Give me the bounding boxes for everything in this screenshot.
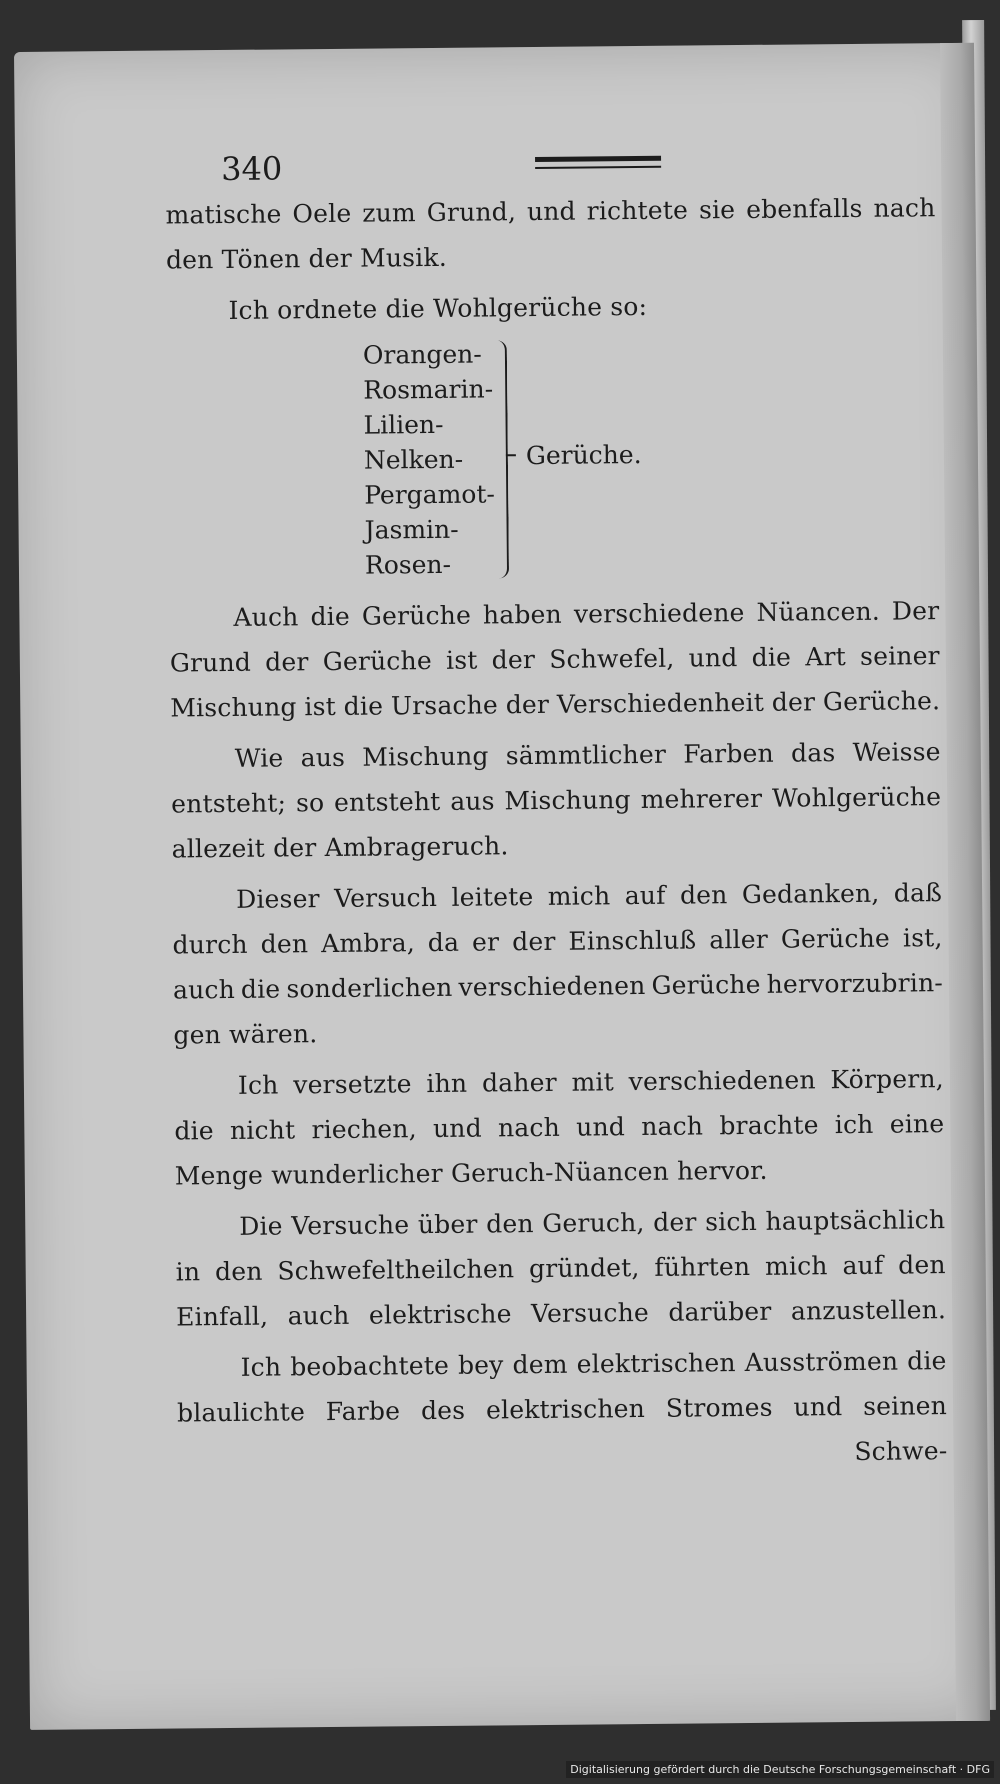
text-line [174,1056,944,1108]
word: Musik. [359,242,448,273]
text-line [169,588,939,640]
word: zum [362,198,417,228]
word: und [526,196,576,227]
word: nach [497,1112,561,1143]
text-line [173,1005,943,1057]
text-line [175,1146,945,1198]
scent-list [363,332,939,587]
page-text [165,125,948,1480]
word: den [898,1250,946,1280]
word: und [793,1392,843,1422]
word: Oele [292,198,352,229]
word: Verschiedenheit [556,687,765,719]
text-line [171,729,941,781]
word: wären. [228,1019,318,1049]
text-line [171,774,941,826]
text-line [176,1338,946,1390]
word: Mischung [504,785,631,816]
word: der [512,926,556,957]
word: entsteht [333,786,441,817]
word: so [295,788,325,818]
word: aller [709,924,769,955]
word: sämmtlicher [505,739,667,771]
word: die [343,691,384,721]
word: Schwefeltheilchen [277,1254,515,1286]
word: nach [873,193,936,223]
word: Schwefel, [549,643,675,674]
word: Ambrageruch. [324,831,509,863]
word: und [688,643,738,673]
word: auf [624,880,666,911]
text-line [174,1101,944,1153]
word: Menge [174,1160,264,1191]
word: allezeit [171,833,266,864]
word: die [751,642,792,672]
word: riechen, [311,1114,417,1145]
word: Versuche [291,1210,410,1241]
word: Nüancen. [756,596,881,627]
word: beobachtete [290,1350,450,1382]
text-line [165,185,935,237]
word: verschiedenen [458,970,646,1002]
word: den [679,880,728,910]
list-item: Nelken- [363,444,464,475]
word: in [175,1257,201,1287]
word: ihn [426,1068,468,1099]
word: dem [512,1349,568,1380]
word: der [308,243,353,274]
text-line [173,960,943,1012]
word: Einschluß [568,925,697,956]
word: die [240,974,281,1004]
word: die [907,1346,947,1376]
catchword: Schwe- [854,1436,948,1466]
word: Grund [169,647,252,678]
text-line [171,819,941,871]
word: brachte [719,1110,819,1141]
list-item: Rosen- [364,549,452,580]
word: auch [287,1300,350,1331]
word: Stromes [665,1392,773,1423]
word: den [165,245,214,275]
paragraph [169,588,940,730]
word: Versuch [334,882,438,913]
word: der [491,645,536,675]
word: mich [547,881,611,911]
text-line [170,678,940,730]
word: sie [698,195,736,225]
word: Gerüche [780,923,891,954]
word: sich [705,1206,758,1237]
word: Grund, [426,197,517,228]
word: des [420,1395,466,1426]
word: ist, [902,923,943,953]
word: Gerüche. [822,686,941,717]
word: hervorzubrin- [766,968,944,999]
word: Ausströmen [744,1346,899,1378]
word: Geruch-Nüancen [450,1156,670,1188]
word: da [427,927,460,958]
word: der [505,689,550,720]
word: führten [654,1251,751,1282]
word: aus [300,742,346,773]
word: und [432,1113,482,1144]
word: matische [165,199,282,230]
word: Der [891,596,940,626]
word: verschiedene [573,598,745,629]
word: daher [481,1067,557,1098]
word: darüber [668,1296,772,1327]
word: er [471,927,500,957]
word: den [260,929,309,959]
word: sonderlichen [286,972,453,1004]
paragraph [172,870,944,1057]
header-rule-thick [535,156,661,162]
paragraph [171,729,942,871]
word: Farben [683,738,774,769]
word: Einfall, [176,1301,269,1332]
word: mit [571,1067,615,1097]
word: Ursache [390,690,499,721]
word: Tönen [221,244,301,275]
word: mich [764,1251,828,1281]
word: den [486,1209,534,1239]
word: richtete [586,195,689,226]
word: daß [893,878,943,908]
word: Wohlgerüche [771,782,942,813]
word: Gerüche [322,646,432,677]
word: den [214,1256,263,1287]
header-rule-thin [535,166,661,169]
word: eine [889,1109,945,1139]
word: nach [641,1111,704,1142]
word: haben [482,599,563,630]
text-line [172,870,942,922]
word: ist [304,691,337,722]
word: der [653,1207,697,1237]
word: der [265,647,309,677]
word: Gerüche [651,969,761,1000]
word: das [790,738,836,768]
word: Die [239,1211,283,1241]
word: Auch [233,602,299,632]
word: leitete [451,882,534,912]
list-item: Lilien- [363,409,444,440]
text-line [175,1197,945,1249]
word: die [310,601,351,632]
word: nicht [229,1115,296,1145]
list-item: Rosmarin- [363,374,494,405]
word: entsteht; [171,788,287,819]
word: der [771,687,816,717]
curly-brace-point [506,454,516,456]
word: wunderlicher [271,1158,443,1190]
word: seinen [863,1391,948,1421]
text-line [166,230,936,282]
paragraph [175,1197,946,1339]
word: hauptsächlich [765,1205,946,1236]
paragraph [174,1056,945,1198]
word: mehrerer [640,783,763,815]
word: hervor. [677,1155,768,1186]
word: ist [445,645,478,675]
word: Mischung [170,692,297,723]
word: und [576,1112,626,1142]
book-page [14,43,990,1730]
word: ebenfalls [745,193,863,224]
word: elektrischen [485,1394,646,1425]
text-line [177,1383,947,1435]
word: blaulichte [176,1397,306,1428]
word: Wie [234,743,284,773]
list-item: Jasmin- [364,514,459,545]
word: ich [834,1109,874,1140]
text-line [170,633,940,685]
list-item: Pergamot- [364,479,496,510]
word: Gedanken, [741,878,880,910]
brace-label: Gerüche. [525,439,642,471]
word: Mischung [362,741,489,772]
word: verschiedenen [628,1065,816,1097]
word: aus [450,786,495,816]
word: Geruch, [542,1208,645,1238]
word: auch [172,974,236,1005]
word: Ich [237,1070,279,1100]
word: Ich [240,1352,282,1382]
word: durch [172,929,248,960]
word: Ambra, [320,928,416,959]
word: bey [457,1350,504,1380]
word: elektrische [368,1299,512,1330]
page-header [165,125,936,192]
word: Weisse [852,737,941,767]
word: gen [173,1020,222,1050]
word: auf [842,1250,884,1281]
word: elektrischen [576,1348,736,1379]
list-item: Orangen- [362,339,482,370]
word: Versuche [530,1297,650,1329]
paragraph [176,1338,947,1435]
word: Art [805,642,847,672]
word: Farbe [325,1396,401,1427]
intro-line: Ich ordnete die Wohlgerüche so: [228,291,648,325]
text-line [176,1242,946,1294]
text-line [176,1287,946,1339]
page-number: 340 [220,149,283,189]
word: über [417,1209,478,1240]
word: seiner [859,641,940,671]
word: der [272,833,317,863]
word: gründet, [528,1253,640,1284]
word: die [174,1116,214,1146]
word: Körpern, [830,1064,945,1095]
word: versetzte [293,1069,412,1100]
word: Dieser [236,884,320,914]
digitization-credit: Digitalisierung gefördert durch die Deutsche Forschungsgemeinschaft · DFG [566,1761,994,1778]
curly-brace [491,340,509,578]
word: anzustellen. [790,1295,947,1326]
word: Gerüche [361,600,472,631]
text-line [172,915,942,967]
opening-lines [165,185,936,282]
